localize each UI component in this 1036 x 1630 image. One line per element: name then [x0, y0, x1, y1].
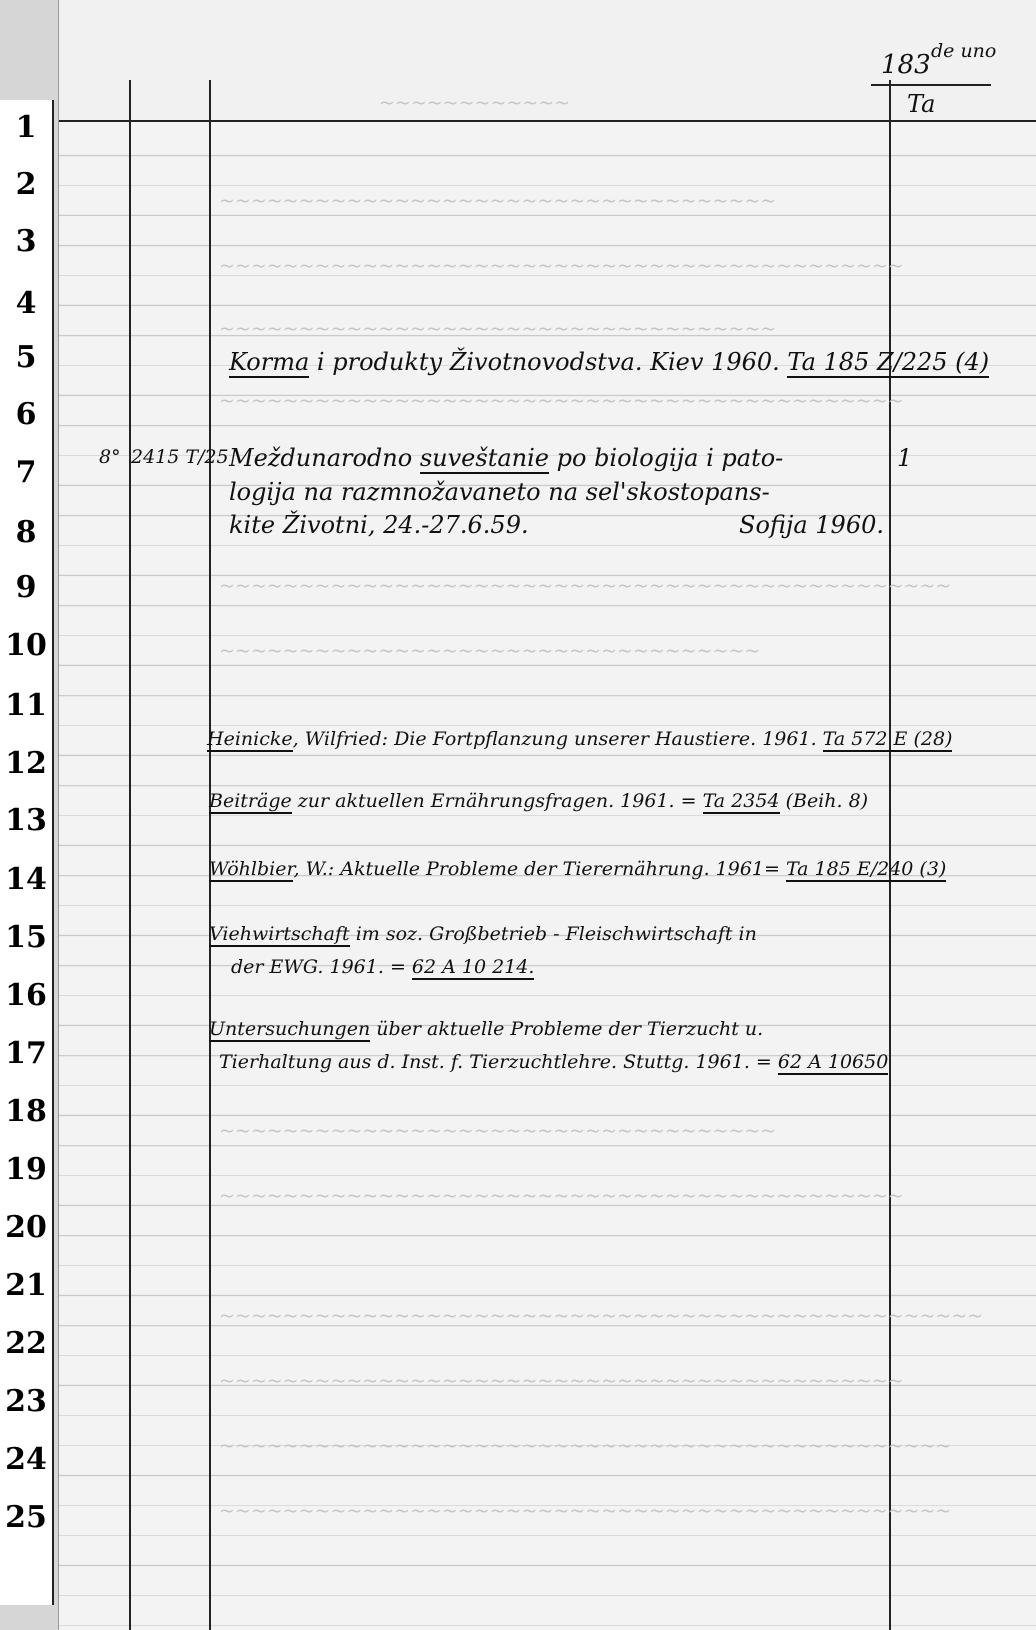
entry-viehwirtschaft-line-2 — [231, 958, 534, 977]
count-mark: 1 — [897, 444, 913, 472]
format-mark: 8° — [99, 446, 121, 468]
line-number: 9 — [15, 570, 37, 605]
bleed-through-mark: ~~~~~~~~~~~~~~~~~~~~~~~~~~~~~~~~~~~~~~~~~~~ — [219, 390, 904, 412]
entry-text: zur aktuellen Ernährungsfragen. 1961. = — [297, 790, 697, 812]
line-number: 11 — [5, 688, 47, 723]
entry-text: , Wilfried: Die Fortpflanzung unserer Haustiere. 1961. — [292, 728, 817, 750]
entry-note: (Beih. 8) — [785, 790, 869, 812]
line-number: 23 — [5, 1384, 47, 1419]
bleed-through-mark: ~~~~~~~~~~~~~~~~~~~~~~~~~~~~~~~~~~~~~~~~~~~ — [219, 255, 904, 277]
bleed-through-mark: ~~~~~~~~~~~~~~~~~~~~~~~~~~~~~~~~~~~~~~~~~~~ — [219, 1185, 904, 1207]
entry-author: Wöhlbier — [209, 858, 294, 880]
entry-untersuchungen-line-1 — [209, 1020, 763, 1039]
column-label: Ta — [907, 90, 936, 118]
line-number: 21 — [5, 1268, 47, 1303]
line-number: 20 — [5, 1210, 47, 1245]
entry-text: der EWG. 1961. = — [231, 956, 406, 978]
entry-place: Sofija 1960. — [739, 511, 884, 539]
ledger-page — [58, 0, 1036, 1630]
line-number: 19 — [5, 1152, 47, 1187]
line-number: 7 — [15, 455, 37, 490]
entry-text: i produkty Životnovodstva. Kiev 1960. — [316, 348, 780, 376]
column-divider-signature — [209, 80, 211, 1630]
bleed-through-mark: ~~~~~~~~~~~~~~~~~~~~~~~~~~~~~~~~~~~~~~~~~~~ — [219, 1370, 904, 1392]
entry-woehlbier — [209, 860, 946, 879]
entry-title: Meždunarodno — [229, 444, 413, 472]
shelf-mark: Ta 185 Z/225 (4) — [787, 348, 990, 376]
line-number-gutter — [0, 100, 54, 1605]
entry-untersuchungen-line-2 — [219, 1053, 888, 1072]
entry-korma — [229, 350, 989, 374]
shelf-mark: Ta 572 E (28) — [822, 728, 953, 750]
line-number: 16 — [5, 978, 47, 1013]
line-number: 1 — [15, 110, 37, 145]
entry-text: , W.: Aktuelle Probleme der Tierernährung. 1961= — [293, 858, 780, 880]
entry-keyword: suveštanie — [419, 444, 549, 472]
page-number-suffix: de uno — [931, 40, 997, 62]
bleed-through-mark: ~~~~~~~~~~~~~~~~~~~~~~~~~~~~~~~~~~~ — [219, 318, 777, 340]
line-number: 17 — [5, 1036, 47, 1071]
shelf-mark: 62 A 10 214. — [411, 956, 535, 978]
entry-text: po biologija i pato- — [556, 444, 784, 472]
line-number: 6 — [15, 397, 37, 432]
entry-title: Korma — [229, 348, 310, 376]
line-number: 22 — [5, 1326, 47, 1361]
signature-mark: 2415 T/25 — [131, 446, 229, 468]
line-number: 18 — [5, 1094, 47, 1129]
entry-author: Heinicke — [207, 728, 293, 750]
column-divider-format — [129, 80, 131, 1630]
line-number: 12 — [5, 746, 47, 781]
entry-heinicke — [207, 730, 952, 749]
bleed-through-mark: ~~~~~~~~~~~~~~~~~~~~~~~~~~~~~~~~~~~~~~~~~~~~~~ — [219, 1435, 952, 1457]
line-number: 10 — [5, 628, 47, 663]
entry-title: Viehwirtschaft — [209, 923, 350, 945]
line-number: 4 — [15, 286, 37, 321]
line-number: 3 — [15, 224, 37, 259]
entry-text: über aktuelle Probleme der Tierzucht u. — [376, 1018, 764, 1040]
entry-mezdunarodno-line-2: logija na razmnožavaneto na sel'skostopans- — [229, 478, 770, 506]
bleed-through-mark: ~~~~~~~~~~~~ — [379, 92, 571, 114]
page-number-rule — [871, 84, 991, 86]
bleed-through-mark: ~~~~~~~~~~~~~~~~~~~~~~~~~~~~~~~~~~~~~~~~~~~~~~ — [219, 1500, 952, 1522]
entry-title: Untersuchungen — [209, 1018, 371, 1040]
bleed-through-mark: ~~~~~~~~~~~~~~~~~~~~~~~~~~~~~~~~~~~ — [219, 1120, 777, 1142]
bleed-through-mark: ~~~~~~~~~~~~~~~~~~~~~~~~~~~~~~~~~~ — [219, 640, 761, 662]
entry-viehwirtschaft-line-1 — [209, 925, 757, 944]
shelf-mark: Ta 2354 — [702, 790, 780, 812]
column-divider-count — [889, 80, 891, 1630]
line-number: 24 — [5, 1442, 47, 1477]
shelf-mark: 62 A 10650 — [777, 1051, 889, 1073]
line-number: 14 — [5, 862, 47, 897]
entry-text: Tierhaltung aus d. Inst. f. Tierzuchtlehre. Stuttg. 1961. = — [219, 1051, 772, 1073]
line-number: 13 — [5, 803, 47, 838]
entry-title: Beiträge — [209, 790, 292, 812]
line-number: 2 — [15, 167, 37, 202]
bleed-through-mark: ~~~~~~~~~~~~~~~~~~~~~~~~~~~~~~~~~~~~~~~~~~~~~~ — [219, 575, 952, 597]
line-number: 25 — [5, 1500, 47, 1535]
shelf-mark: Ta 185 E/240 (3) — [785, 858, 947, 880]
bleed-through-mark: ~~~~~~~~~~~~~~~~~~~~~~~~~~~~~~~~~~~ — [219, 190, 777, 212]
entry-mezdunarodno-line-3: kite Životni, 24.-27.6.59. — [229, 511, 529, 539]
line-number: 15 — [5, 920, 47, 955]
page-number: 183 — [881, 50, 931, 80]
entry-mezdunarodno-line-1 — [229, 446, 783, 470]
bleed-through-mark: ~~~~~~~~~~~~~~~~~~~~~~~~~~~~~~~~~~~~~~~~~~~~~~~~ — [219, 1305, 984, 1327]
entry-text: im soz. Großbetrieb - Fleischwirtschaft in — [355, 923, 757, 945]
line-number: 8 — [15, 515, 37, 550]
line-number: 5 — [15, 340, 37, 375]
entry-beitraege — [209, 792, 868, 811]
